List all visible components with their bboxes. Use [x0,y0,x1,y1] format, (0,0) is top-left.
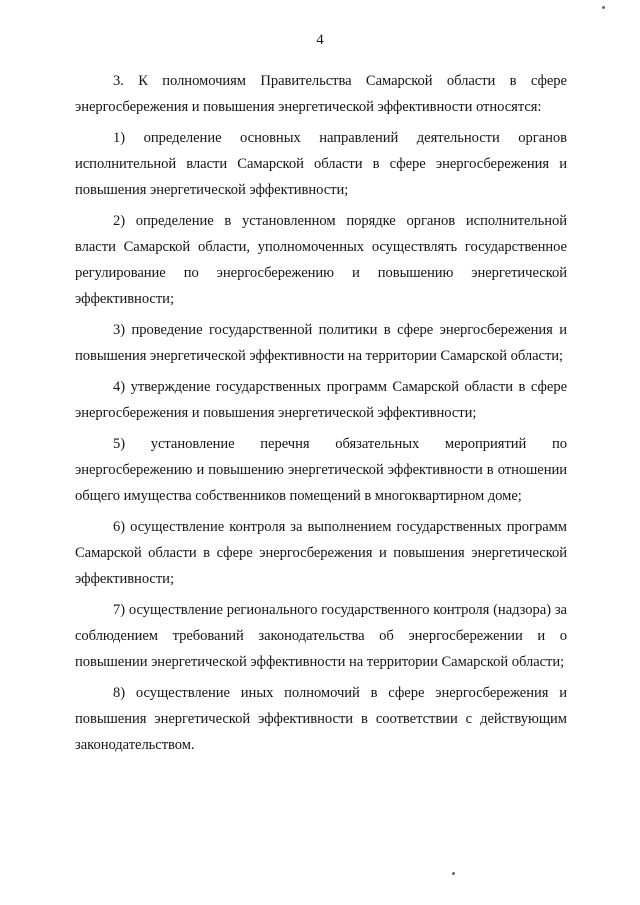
page-number: 4 [316,32,324,48]
list-item-7: 7) осуществление регионального государственного контроля (надзора) за соблюдением требований законодательства об энергосбережении и о повышении энергетической эффективности на территории Самарской области; [75,602,567,670]
list-item-6: 6) осуществление контроля за выполнением государственных программ Самарской области в сфере энергосбережения и повышения энергетической эффективности; [75,519,567,587]
list-item-1: 1) определение основных направлений деятельности органов исполнительной власти Самарской области в сфере энергосбережения и повышения энергетической эффективности; [75,130,567,198]
list-item-5: 5) установление перечня обязательных мероприятий по энергосбережению и повышению энергетической эффективности в отношении общего имущества собственников помещений в многоквартирном доме; [75,436,567,504]
list-item-4: 4) утверждение государственных программ Самарской области в сфере энергосбережения и повышения энергетической эффективности; [75,379,567,421]
list-item-8: 8) осуществление иных полномочий в сфере энергосбережения и повышения энергетической эффективности в соответствии с действующим законодательством. [75,685,567,753]
scan-speck [452,872,455,875]
paragraph-3: 3. К полномочиям Правительства Самарской области в сфере энергосбережения и повышения энергетической эффективности относятся: [75,73,567,115]
scan-speck [602,6,605,9]
list-item-2: 2) определение в установленном порядке органов исполнительной власти Самарской области, уполномоченных осуществлять государственное регулирование по энергосбережению и повышению энергетической эффективности; [75,213,567,307]
document-body [75,68,567,763]
list-item-3: 3) проведение государственной политики в сфере энергосбережения и повышения энергетической эффективности на территории Самарской области; [75,322,567,364]
